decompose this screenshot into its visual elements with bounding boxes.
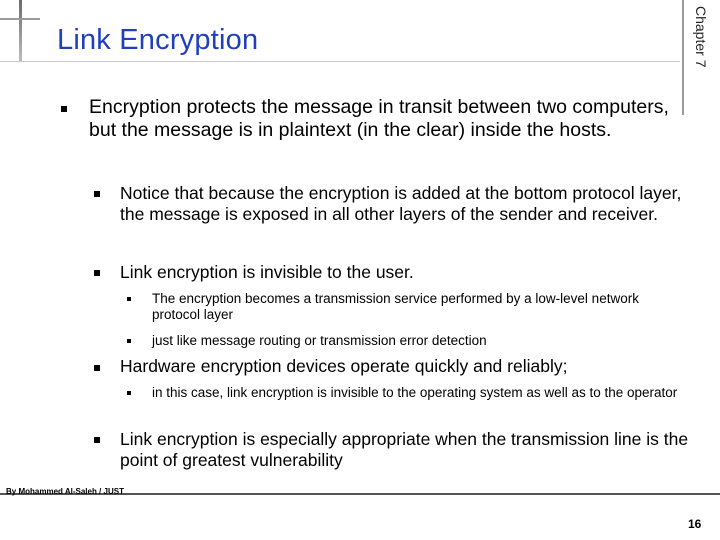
bullet-level2-text: Hardware encryption devices operate quickly and reliably; — [120, 356, 568, 376]
chapter-label: Chapter 7 — [693, 6, 709, 68]
bullet-level2-text: Link encryption is especially appropriate when the transmission line is the point of greatest vulnerability — [120, 429, 689, 470]
bullet-level3-text: The encryption becomes a transmission service performed by a low-level network protocol layer — [152, 291, 639, 322]
bullet-level3-text: just like message routing or transmission error detection — [152, 333, 487, 348]
bullet-marker — [94, 365, 100, 371]
decorative-top-line — [0, 18, 40, 20]
footer-author: By Mohammed Al-Saleh / JUST — [6, 487, 124, 496]
bullet-level2-text: Notice that because the encryption is added at the bottom protocol layer, the message is exposed in all other layers of the sender and receiver. — [120, 183, 682, 224]
bullet-marker — [94, 270, 100, 276]
bullet-marker — [127, 391, 131, 395]
page-number: 16 — [688, 517, 702, 531]
bullet-level2-text: Link encryption is invisible to the user. — [120, 262, 414, 282]
decorative-vertical-line — [19, 0, 22, 62]
bullet-marker — [127, 297, 131, 301]
bullet-level1-text: Encryption protects the message in transit between two computers, but the message is in plaintext (in the clear) inside the hosts. — [89, 96, 669, 141]
page-title: Link Encryption — [57, 24, 259, 56]
bullet-marker — [127, 339, 131, 343]
title-underline — [0, 61, 680, 62]
bullet-marker — [94, 437, 100, 443]
bullet-marker — [61, 106, 67, 112]
bullet-level3-text: in this case, link encryption is invisible to the operating system as well as to the operator — [152, 385, 678, 400]
bullet-marker — [94, 191, 100, 197]
